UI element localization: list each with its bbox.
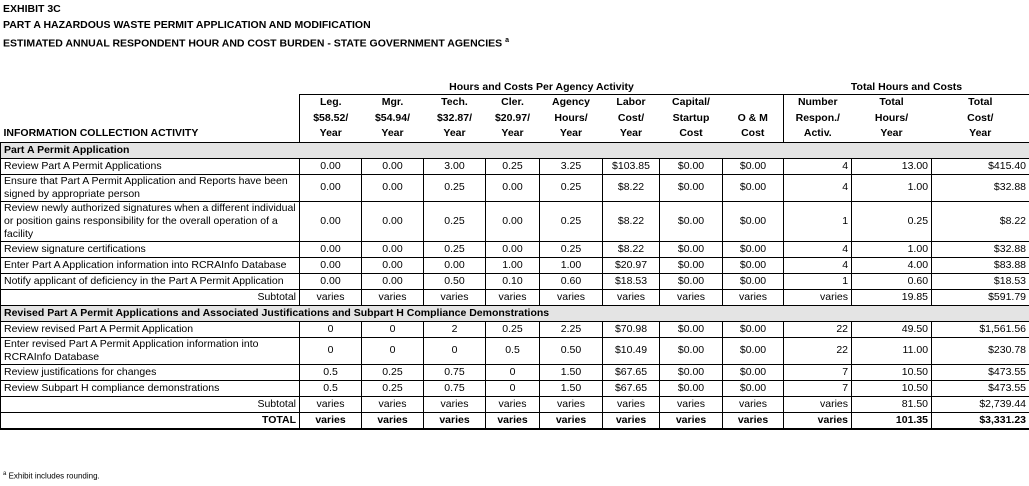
subtotal-value-cell: varies [660,396,723,412]
value-cell: 1.00 [540,257,603,273]
value-cell: 4 [784,241,852,257]
column-header-2-line-1: $32.87/ [436,111,473,124]
value-cell: 0.00 [300,158,362,174]
table-row [1,380,1029,396]
column-header-7-line-1: O & M [723,111,784,127]
value-cell: 0.25 [362,364,424,380]
activity-cell: Review revised Part A Permit Application [1,321,300,337]
column-header-3-line-1: $20.97/ [494,111,531,124]
subtotal-value-cell: varies [424,289,486,305]
value-cell: $0.00 [723,273,784,289]
value-cell: 13.00 [852,158,932,174]
value-cell: 0.00 [300,273,362,289]
total-value-cell: varies [723,412,784,429]
value-cell: 0 [486,364,540,380]
exhibit-title: PART A HAZARDOUS WASTE PERMIT APPLICATION AND MODIFICATION [3,19,371,31]
value-cell: $230.78 [932,337,1029,364]
subtotal-row [1,289,1029,305]
table-body [1,142,1029,429]
value-cell: 0.60 [852,273,932,289]
value-cell: $0.00 [660,158,723,174]
subtotal-value-cell: varies [540,396,603,412]
footnote-text: Exhibit includes rounding. [8,471,100,481]
section-title: Part A Permit Application [1,142,1029,158]
total-value-cell: 101.35 [852,412,932,429]
column-header-5-line-2: Year [603,126,660,142]
table-row [1,364,1029,380]
value-cell: 0.5 [300,380,362,396]
subtotal-value-cell: varies [603,396,660,412]
value-cell: $32.88 [932,241,1029,257]
value-cell: 0 [300,337,362,364]
value-cell: $8.22 [603,174,660,201]
activity-cell: Ensure that Part A Permit Application and Reports have been signed by appropriate person [1,174,300,201]
value-cell: 0.25 [424,174,486,201]
value-cell: $0.00 [723,158,784,174]
value-cell: $18.53 [932,273,1029,289]
value-cell: $0.00 [723,364,784,380]
header-group-row [1,79,1029,95]
value-cell: 0.25 [424,241,486,257]
subtotal-label: Subtotal [1,396,300,412]
subtitle-footnote-mark: a [505,37,509,44]
value-cell: $415.40 [932,158,1029,174]
value-cell: $18.53 [603,273,660,289]
value-cell: 0.00 [300,201,362,241]
value-cell: 0.10 [486,273,540,289]
total-value-cell: varies [784,412,852,429]
subtotal-value-cell: $2,739.44 [932,396,1029,412]
section-title: Revised Part A Permit Applications and Associated Justifications and Subpart H Compliance Demonstrations [1,305,1029,321]
column-header-2-line-2: Year [424,126,486,142]
column-header-7-line-2: Cost [723,126,784,142]
value-cell: 0.25 [486,321,540,337]
subtotal-value-cell: varies [603,289,660,305]
value-cell: 0.5 [486,337,540,364]
column-header-10-line-0: Total [932,95,1029,111]
column-header-4-line-0: Agency [552,96,590,109]
value-cell: 3.25 [540,158,603,174]
total-value-cell: $3,331.23 [932,412,1029,429]
value-cell: 0.00 [362,257,424,273]
column-header-9-line-1: Hours/ [874,111,909,124]
value-cell: 0.00 [362,158,424,174]
activity-cell: Review signature certifications [1,241,300,257]
subtotal-value-cell: varies [486,289,540,305]
value-cell: 0.60 [540,273,603,289]
value-cell: $0.00 [660,273,723,289]
value-cell: $32.88 [932,174,1029,201]
value-cell: 2 [424,321,486,337]
exhibit-label: EXHIBIT 3C [3,3,61,15]
subtotal-value-cell: varies [723,289,784,305]
exhibit-subtitle [3,33,509,52]
header-row-1 [1,95,1029,111]
value-cell: 1 [784,273,852,289]
activity-cell: Enter revised Part A Permit Application information into RCRAInfo Database [1,337,300,364]
activity-cell: Review newly authorized signatures when a different individual or position gains responsibility for the overall operation of a facility [1,201,300,241]
value-cell: $83.88 [932,257,1029,273]
subtotal-value-cell: varies [362,396,424,412]
column-header-0-line-0: Leg. [300,95,362,111]
table-row [1,321,1029,337]
value-cell: $0.00 [660,174,723,201]
value-cell: 1.00 [486,257,540,273]
value-cell: 10.50 [852,380,932,396]
value-cell: 0.00 [300,241,362,257]
table-row [1,201,1029,241]
value-cell: $0.00 [660,380,723,396]
value-cell: 0.25 [540,201,603,241]
value-cell: $0.00 [723,337,784,364]
total-value-cell: varies [486,412,540,429]
value-cell: $8.22 [603,201,660,241]
column-header-5-line-0: Labor [616,96,646,109]
section-header-row [1,305,1029,321]
value-cell: 0.00 [300,174,362,201]
value-cell: 10.50 [852,364,932,380]
column-header-3-line-0: Cler. [501,96,524,109]
value-cell: 0.25 [362,380,424,396]
column-header-0-line-2: Year [300,126,362,142]
value-cell: $0.00 [660,321,723,337]
activity-cell: Notify applicant of deficiency in the Part A Permit Application [1,273,300,289]
footnote-mark: a [3,471,7,477]
subtotal-value-cell: varies [362,289,424,305]
value-cell: 1.50 [540,364,603,380]
total-value-cell: varies [424,412,486,429]
subtotal-value-cell: $591.79 [932,289,1029,305]
value-cell: 0.00 [362,273,424,289]
total-value-cell: varies [603,412,660,429]
exhibit-titles [3,1,509,52]
value-cell: $20.97 [603,257,660,273]
value-cell: 0.25 [540,174,603,201]
subtotal-label: Subtotal [1,289,300,305]
value-cell: 4.00 [852,257,932,273]
column-header-1-line-0: Mgr. [381,96,404,109]
activity-cell: Enter Part A Application information into RCRAInfo Database [1,257,300,273]
value-cell: $0.00 [723,257,784,273]
header-group-agency: Hours and Costs Per Agency Activity [300,79,784,95]
footnote [3,471,100,481]
value-cell: 11.00 [852,337,932,364]
table-header [1,79,1029,142]
column-header-8-line-2: Activ. [784,126,852,142]
value-cell: $0.00 [723,241,784,257]
value-cell: 0.50 [424,273,486,289]
column-header-9-line-0: Total [879,96,904,109]
value-cell: 0 [300,321,362,337]
value-cell: 0.00 [486,241,540,257]
value-cell: $473.55 [932,380,1029,396]
column-header-6-line-2: Cost [660,126,723,142]
value-cell: 4 [784,158,852,174]
subtotal-value-cell: 81.50 [852,396,932,412]
column-header-7-line-0 [723,95,784,111]
value-cell: $10.49 [603,337,660,364]
value-cell: 1 [784,201,852,241]
value-cell: $67.65 [603,380,660,396]
value-cell: 0 [362,321,424,337]
value-cell: 0.00 [362,241,424,257]
value-cell: 0.5 [300,364,362,380]
value-cell: $0.00 [660,364,723,380]
column-header-6-line-1: Startup [672,111,710,124]
subtotal-value-cell: varies [784,396,852,412]
exhibit-subtitle-text: ESTIMATED ANNUAL RESPONDENT HOUR AND COST BURDEN - STATE GOVERNMENT AGENCIES [3,37,503,50]
total-value-cell: varies [660,412,723,429]
value-cell: 0.00 [362,174,424,201]
activity-cell: Review Subpart H compliance demonstrations [1,380,300,396]
subtotal-value-cell: varies [300,396,362,412]
value-cell: $0.00 [660,337,723,364]
value-cell: 1.50 [540,380,603,396]
table-row [1,337,1029,364]
header-row-2 [1,111,1029,127]
value-cell: 0.00 [300,257,362,273]
column-header-10-line-1: Cost/ [932,111,1029,127]
value-cell: 7 [784,364,852,380]
value-cell: $1,561.56 [932,321,1029,337]
column-header-1-line-1: $54.94/ [374,111,411,124]
subtotal-value-cell: varies [723,396,784,412]
subtotal-value-cell: varies [660,289,723,305]
value-cell: $70.98 [603,321,660,337]
value-cell: 0.75 [424,380,486,396]
value-cell: 49.50 [852,321,932,337]
column-header-8-line-0: Number [784,95,852,111]
subtotal-value-cell: varies [424,396,486,412]
value-cell: $8.22 [603,241,660,257]
table-row [1,241,1029,257]
value-cell: 0 [486,380,540,396]
value-cell: 4 [784,174,852,201]
value-cell: 0.00 [362,201,424,241]
activity-cell: Review justifications for changes [1,364,300,380]
value-cell: 0.25 [486,158,540,174]
subtotal-value-cell: varies [540,289,603,305]
table-row [1,158,1029,174]
table-row [1,257,1029,273]
table-row [1,174,1029,201]
column-header-10-line-2: Year [932,126,1029,142]
subtotal-value-cell: varies [300,289,362,305]
value-cell: $0.00 [723,380,784,396]
value-cell: 0.75 [424,364,486,380]
value-cell: 7 [784,380,852,396]
value-cell: $103.85 [603,158,660,174]
value-cell: 0.25 [852,201,932,241]
column-header-2-line-0: Tech. [441,96,468,109]
value-cell: 0.00 [486,201,540,241]
column-header-3-line-2: Year [486,126,540,142]
value-cell: 1.00 [852,241,932,257]
subtotal-value-cell: 19.85 [852,289,932,305]
value-cell: 0.25 [540,241,603,257]
value-cell: $0.00 [660,201,723,241]
activity-cell: Review Part A Permit Applications [1,158,300,174]
header-activity-spacer [1,111,300,127]
value-cell: $0.00 [723,174,784,201]
column-header-1-line-2: Year [362,126,424,142]
column-header-0-line-1: $58.52/ [300,111,362,127]
header-activity-label: INFORMATION COLLECTION ACTIVITY [1,126,300,142]
value-cell: $0.00 [723,321,784,337]
burden-table [0,79,1029,430]
section-header-row [1,142,1029,158]
column-header-4-line-1: Hours/ [554,111,588,124]
value-cell: $0.00 [723,201,784,241]
subtotal-row [1,396,1029,412]
value-cell: 3.00 [424,158,486,174]
value-cell: $0.00 [660,241,723,257]
header-activity-spacer [1,95,300,111]
value-cell: 0.25 [424,201,486,241]
column-header-9-line-2: Year [852,126,932,142]
value-cell: 4 [784,257,852,273]
value-cell: 0.00 [486,174,540,201]
total-value-cell: varies [540,412,603,429]
value-cell: $0.00 [660,257,723,273]
subtotal-value-cell: varies [486,396,540,412]
value-cell: 0 [424,337,486,364]
total-value-cell: varies [300,412,362,429]
value-cell: 22 [784,337,852,364]
subtotal-value-cell: varies [784,289,852,305]
table-row [1,273,1029,289]
value-cell: 0.00 [424,257,486,273]
header-row-3 [1,126,1029,142]
total-label: TOTAL [1,412,300,429]
value-cell: $473.55 [932,364,1029,380]
column-header-5-line-1: Cost/ [617,111,645,124]
value-cell: 2.25 [540,321,603,337]
column-header-6-line-0: Capital/ [672,96,710,109]
value-cell: $8.22 [932,201,1029,241]
total-value-cell: varies [362,412,424,429]
total-row [1,412,1029,429]
value-cell: 0 [362,337,424,364]
value-cell: 0.50 [540,337,603,364]
column-header-4-line-2: Year [540,126,603,142]
header-group-total: Total Hours and Costs [784,79,1029,95]
value-cell: 22 [784,321,852,337]
value-cell: $67.65 [603,364,660,380]
value-cell: 1.00 [852,174,932,201]
column-header-8-line-1: Respon./ [784,111,852,127]
